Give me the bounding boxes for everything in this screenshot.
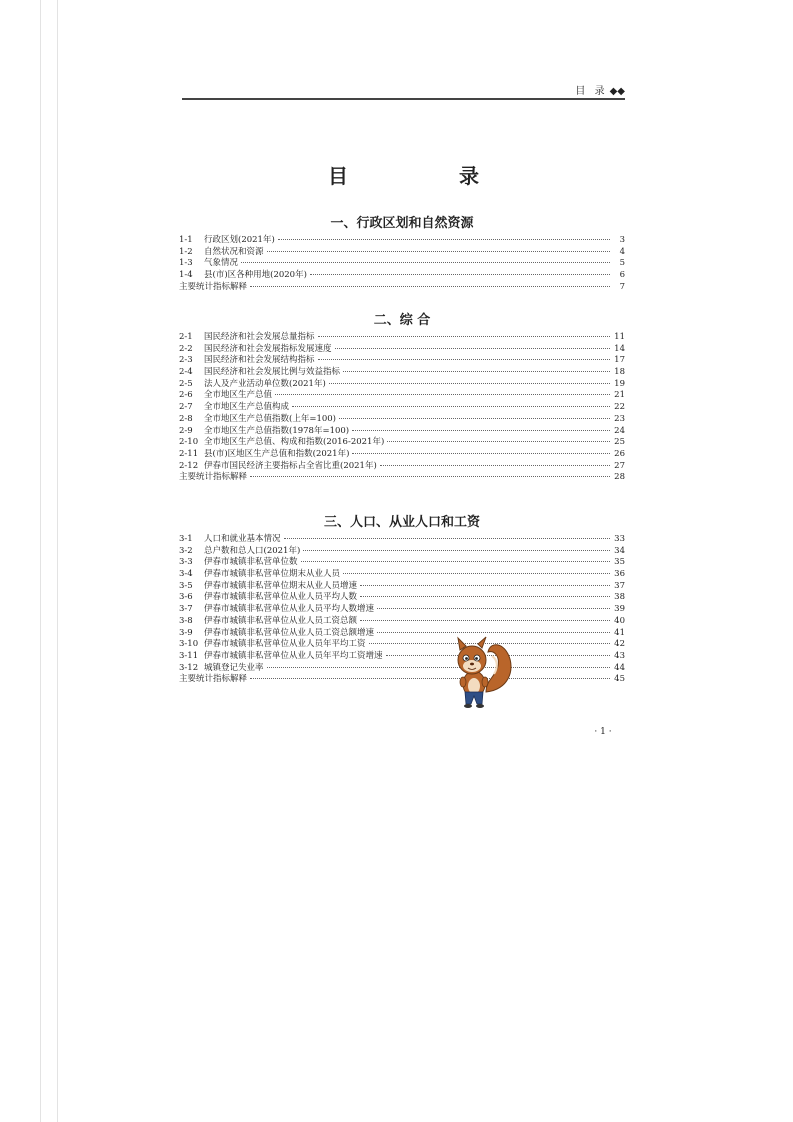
toc-entry-page: 14 <box>614 343 625 354</box>
toc-entry-title: 伊春市城镇非私营单位期末从业人员 <box>204 569 341 580</box>
toc-entry <box>179 426 625 438</box>
toc-dot-leader <box>250 476 610 477</box>
toc-entry-title: 国民经济和社会发展结构指标 <box>204 355 315 366</box>
toc-dot-leader <box>318 359 610 360</box>
toc-entry-number: 3-5 <box>179 580 193 591</box>
toc-entry-page: 17 <box>614 355 625 366</box>
toc-entry-number: 2-2 <box>179 343 193 354</box>
toc-entry-number: 3-10 <box>179 639 199 650</box>
toc-list <box>179 534 625 686</box>
toc-entry-page: 21 <box>614 390 625 401</box>
page-title: 目 录 <box>328 164 531 188</box>
toc-entry-page: 22 <box>614 402 625 413</box>
toc-entry-number: 2-6 <box>179 390 193 401</box>
toc-entry-page: 36 <box>614 569 625 580</box>
toc-entry <box>179 581 625 593</box>
toc-entry-title: 伊春市城镇非私营单位从业人员工资总额增速 <box>204 627 375 638</box>
toc-entry-page: 38 <box>614 592 625 603</box>
toc-entry-title: 全市地区生产总值 <box>204 390 273 401</box>
running-header <box>182 82 625 100</box>
toc-entry-number: 1-3 <box>179 258 193 269</box>
toc-entry-page: 45 <box>614 674 625 685</box>
toc-entry-number: 2-1 <box>179 332 193 342</box>
toc-entry <box>179 414 625 426</box>
toc-entry-page: 25 <box>614 437 625 448</box>
toc-entry-title: 全市地区生产总值、构成和指数(2016-2021年) <box>204 437 385 448</box>
toc-entry-page: 39 <box>614 604 625 615</box>
toc-dot-leader <box>292 406 610 407</box>
toc-entry-page: 28 <box>614 472 625 483</box>
toc-entry <box>179 449 625 461</box>
toc-entry-title: 伊春市城镇非私营单位从业人员工资总额 <box>204 615 358 626</box>
toc-dot-leader <box>250 678 610 679</box>
toc-section-1 <box>179 215 625 293</box>
toc-list <box>179 332 625 484</box>
toc-entry <box>179 651 625 663</box>
binding-line-outer <box>40 0 41 1122</box>
toc-entry <box>179 639 625 651</box>
toc-entry-number: 3-4 <box>179 569 193 580</box>
toc-entry-title: 县(市)区地区生产总值和指数(2021年) <box>204 448 350 459</box>
toc-entry-page: 35 <box>614 557 625 568</box>
toc-entry-page: 43 <box>614 650 625 661</box>
toc-entry-title: 伊春市城镇非私营单位数 <box>204 557 298 568</box>
toc-entry-number: 3-7 <box>179 604 193 615</box>
toc-entry-number: 3-11 <box>179 650 199 661</box>
toc-entry-number: 3-8 <box>179 615 193 626</box>
toc-entry-page: 27 <box>614 460 625 471</box>
toc-entry-title: 县(市)区各种用地(2020年) <box>204 270 307 281</box>
toc-entry-title: 伊春市城镇非私营单位从业人员年平均工资 <box>204 639 366 650</box>
toc-entry-page: 33 <box>614 534 625 544</box>
toc-entry <box>179 604 625 616</box>
toc-dot-leader <box>318 336 610 337</box>
toc-entry-number: 3-9 <box>179 627 193 638</box>
toc-entry-title: 法人及产业活动单位数(2021年) <box>204 378 326 389</box>
toc-entry-title: 全市地区生产总值指数(1978年=100) <box>204 425 350 436</box>
toc-entry-page: 42 <box>614 639 625 650</box>
toc-entry <box>179 235 625 247</box>
toc-dot-leader <box>387 441 610 442</box>
toc-entry-title: 主要统计指标解释 <box>179 674 248 685</box>
toc-entry-title: 人口和就业基本情况 <box>204 534 281 544</box>
toc-entry-title: 伊春市城镇非私营单位从业人员平均人数增速 <box>204 604 375 615</box>
toc-entry <box>179 546 625 558</box>
toc-entry-number: 3-12 <box>179 662 199 673</box>
running-header-text: 目 录 <box>575 86 608 97</box>
toc-entry-title: 全市地区生产总值指数(上年=100) <box>204 413 336 424</box>
toc-entry-page: 18 <box>614 367 625 378</box>
toc-dot-leader <box>267 667 610 668</box>
toc-entry <box>179 355 625 367</box>
toc-dot-leader <box>329 383 610 384</box>
toc-entry-number: 3-6 <box>179 592 193 603</box>
toc-entry-title: 全市地区生产总值构成 <box>204 402 290 413</box>
diamond-ornament-icon: ◆◆ <box>609 86 625 97</box>
squirrel-mascot-icon <box>446 634 514 710</box>
toc-entry-page: 44 <box>614 662 625 673</box>
toc-section-2 <box>179 312 625 484</box>
toc-entry-number: 3-2 <box>179 545 193 556</box>
toc-entry-title: 伊春市城镇非私营单位期末从业人员增速 <box>204 580 358 591</box>
toc-entry-number: 2-5 <box>179 378 193 389</box>
toc-entry-title: 总户数和总人口(2021年) <box>204 545 301 556</box>
toc-entry-page: 34 <box>614 545 625 556</box>
toc-entry-title: 伊春市国民经济主要指标占全省比重(2021年) <box>204 460 377 471</box>
toc-dot-leader <box>267 251 610 252</box>
toc-list <box>179 235 625 293</box>
toc-entry <box>179 332 625 344</box>
toc-section-3 <box>179 514 625 686</box>
toc-entry <box>179 270 625 282</box>
toc-entry-page: 4 <box>619 246 625 257</box>
toc-entry-title: 气象情况 <box>204 258 239 269</box>
toc-entry-number: 1-2 <box>179 246 193 257</box>
toc-entry <box>179 367 625 379</box>
toc-entry <box>179 616 625 628</box>
toc-entry-title: 伊春市城镇非私营单位从业人员年平均工资增速 <box>204 650 383 661</box>
toc-entry <box>179 379 625 391</box>
toc-entry-title: 国民经济和社会发展总量指标 <box>204 332 315 342</box>
toc-dot-leader <box>278 239 610 240</box>
toc-dot-leader <box>339 418 610 419</box>
toc-entry-number: 2-8 <box>179 413 193 424</box>
toc-entry <box>179 472 625 484</box>
toc-entry <box>179 390 625 402</box>
toc-entry <box>179 461 625 473</box>
toc-section-title: 三、人口、从业人口和工资 <box>323 515 480 530</box>
page-number: · 1 · <box>594 727 612 737</box>
toc-entry <box>179 437 625 449</box>
toc-dot-leader <box>303 550 610 551</box>
toc-dot-leader <box>250 286 610 287</box>
toc-dot-leader <box>301 561 610 562</box>
toc-entry <box>179 674 625 686</box>
toc-entry <box>179 557 625 569</box>
toc-entry <box>179 344 625 356</box>
toc-entry-page: 11 <box>614 332 625 342</box>
toc-dot-leader <box>380 465 610 466</box>
toc-entry-title: 国民经济和社会发展比例与效益指标 <box>204 367 341 378</box>
toc-dot-leader <box>343 573 610 574</box>
toc-section-title: 一、行政区划和自然资源 <box>330 216 474 231</box>
toc-entry-page: 6 <box>619 270 625 281</box>
toc-entry-page: 7 <box>619 281 625 292</box>
toc-entry-number: 2-12 <box>179 460 199 471</box>
toc-entry-number: 3-1 <box>179 534 193 544</box>
toc-entry-page: 37 <box>614 580 625 591</box>
toc-entry-number: 1-4 <box>179 270 193 281</box>
toc-section-title: 二、综 合 <box>373 313 431 328</box>
toc-dot-leader <box>284 538 610 539</box>
toc-entry-page: 19 <box>614 378 625 389</box>
toc-entry-title: 城镇登记失业率 <box>204 662 264 673</box>
toc-dot-leader <box>241 262 610 263</box>
binding-line-inner <box>57 0 58 1122</box>
toc-entry <box>179 282 625 294</box>
toc-entry-number: 3-3 <box>179 557 193 568</box>
toc-dot-leader <box>335 348 610 349</box>
toc-entry <box>179 247 625 259</box>
toc-entry-number: 2-3 <box>179 355 193 366</box>
toc-dot-leader <box>377 608 610 609</box>
toc-entry-title: 国民经济和社会发展指标发展速度 <box>204 343 332 354</box>
toc-entry-page: 5 <box>619 258 625 269</box>
toc-dot-leader <box>310 274 610 275</box>
toc-entry <box>179 534 625 546</box>
toc-entry <box>179 592 625 604</box>
toc-entry-page: 23 <box>614 413 625 424</box>
toc-entry-page: 26 <box>614 448 625 459</box>
toc-entry-page: 3 <box>619 235 625 245</box>
toc-dot-leader <box>360 585 610 586</box>
toc-dot-leader <box>352 453 610 454</box>
toc-entry-number: 2-11 <box>179 448 199 459</box>
toc-entry <box>179 663 625 675</box>
toc-dot-leader <box>275 394 610 395</box>
toc-entry <box>179 258 625 270</box>
toc-entry-page: 24 <box>614 425 625 436</box>
toc-entry-number: 2-9 <box>179 425 193 436</box>
toc-entry-title: 伊春市城镇非私营单位从业人员平均人数 <box>204 592 358 603</box>
toc-entry <box>179 628 625 640</box>
toc-entry-title: 行政区划(2021年) <box>204 235 275 245</box>
toc-entry-number: 1-1 <box>179 235 193 245</box>
toc-entry-title: 自然状况和资源 <box>204 246 264 257</box>
toc-entry-number: 2-10 <box>179 437 199 448</box>
toc-entry-title: 主要统计指标解释 <box>179 281 248 292</box>
toc-entry-number: 2-7 <box>179 402 193 413</box>
toc-dot-leader <box>343 371 610 372</box>
toc-dot-leader <box>360 620 610 621</box>
toc-dot-leader <box>377 632 610 633</box>
toc-entry-page: 41 <box>614 627 625 638</box>
toc-entry-number: 2-4 <box>179 367 193 378</box>
toc-entry <box>179 569 625 581</box>
toc-dot-leader <box>360 596 610 597</box>
toc-entry-title: 主要统计指标解释 <box>179 472 248 483</box>
toc-dot-leader <box>352 430 610 431</box>
toc-entry <box>179 402 625 414</box>
toc-entry-page: 40 <box>614 615 625 626</box>
